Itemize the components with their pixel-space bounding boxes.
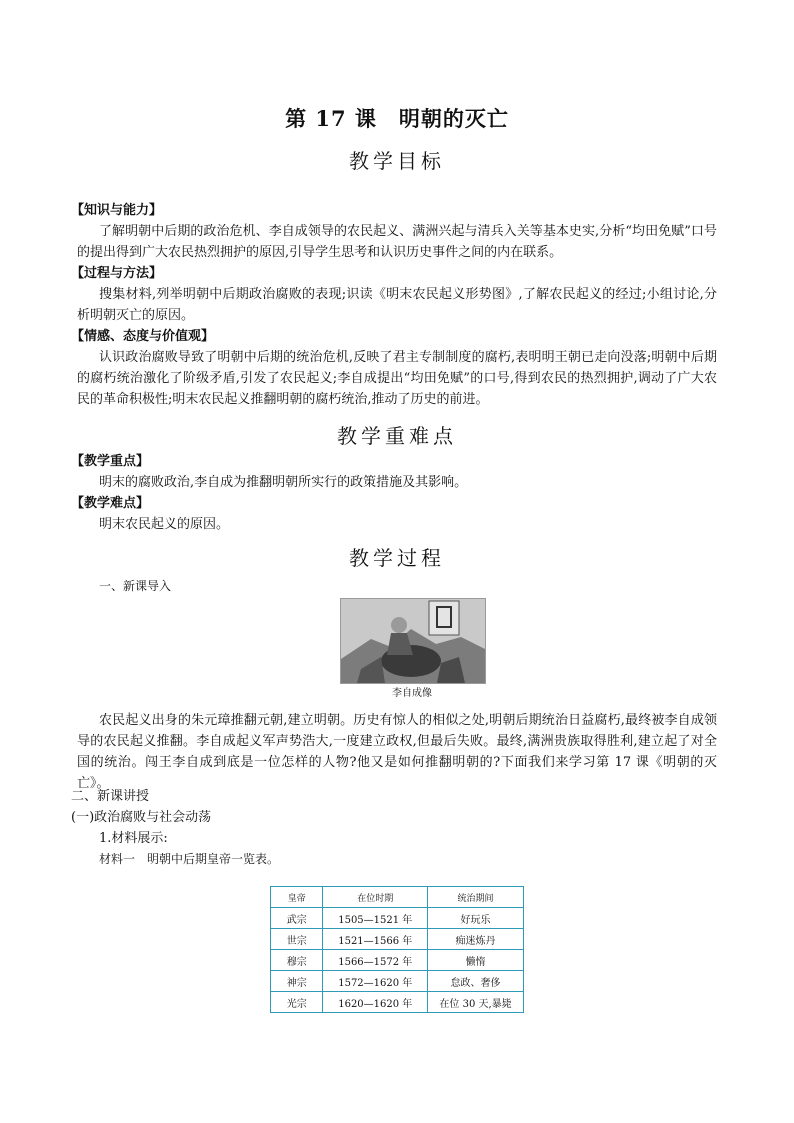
material-one: 材料一 明朝中后期皇帝一览表。 [99,852,280,866]
material-show: 1.材料展示: [99,831,168,846]
table-row [271,971,524,992]
intro-block [77,710,717,794]
emperor-table [270,886,524,1013]
keypoints-heading: 教学重难点 [337,424,457,448]
table-row [271,929,524,950]
table-cell: 1505—1521 年 [323,908,428,929]
difficulty-text: 明末农民起义的原因。 [99,517,230,532]
knowledge-label: 【知识与能力】 [71,203,163,218]
table-cell: 痴迷炼丹 [428,929,524,950]
table-cell: 1521—1566 年 [323,929,428,950]
emotion-label: 【情感、态度与价值观】 [71,329,215,344]
lecture-heading: 二、新课讲授 [71,789,150,804]
table-cell: 好玩乐 [428,908,524,929]
goals-block [71,200,717,410]
table-cell: 穆宗 [271,950,323,971]
keypoints-block [71,451,717,535]
intro-heading-block [77,576,717,597]
difficulty-label: 【教学难点】 [71,496,150,511]
table-cell: 1566—1572 年 [323,950,428,971]
focus-label: 【教学重点】 [71,454,150,469]
portrait-illustration [341,599,485,683]
table-cell: 在位 30 天,暴毙 [428,992,524,1013]
subsection-heading: (一)政治腐败与社会动荡 [71,810,212,825]
goals-heading: 教学目标 [349,149,445,173]
table-row [271,992,524,1013]
table-header-cell: 皇帝 [271,887,323,908]
table-header-cell: 统治期间 [428,887,524,908]
li-zicheng-portrait [340,598,486,684]
process-method-text: 搜集材料,列举明朝中后期政治腐败的表现;识读《明末农民起义形势图》,了解农民起义的经过;小组讨论,分析明朝灭亡的原因。 [77,287,717,323]
table-cell: 世宗 [271,929,323,950]
lecture-block [71,786,717,870]
process-method-label: 【过程与方法】 [71,266,163,281]
table-cell: 1572—1620 年 [323,971,428,992]
table-header-row [271,887,524,908]
table-cell: 神宗 [271,971,323,992]
focus-text: 明末的腐败政治,李自成为推翻明朝所实行的政策措施及其影响。 [99,475,468,490]
table-cell: 懒惰 [428,950,524,971]
process-heading: 教学过程 [349,546,445,570]
table-cell: 1620—1620 年 [323,992,428,1013]
emotion-text: 认识政治腐败导致了明朝中后期的统治危机,反映了君主专制制度的腐朽,表明明王朝已走向没落;明朝中后期的腐朽统治激化了阶级矛盾,引发了农民起义;李自成提出“均田免赋”的口号,得到农民的热烈拥护,调动了广大农民的革命积极性;明末农民起义推翻明朝的腐朽统治,推动了历史的前进。 [77,350,717,407]
table-cell: 武宗 [271,908,323,929]
photo-caption: 李自成像 [392,688,432,699]
table-row [271,908,524,929]
page-title: 第 17 课 明朝的灭亡 [285,106,509,131]
table-header-cell: 在位时期 [323,887,428,908]
knowledge-text: 了解明朝中后期的政治危机、李自成领导的农民起义、满洲兴起与清兵入关等基本史实,分析“均田免赋”口号的提出得到广大农民热烈拥护的原因,引导学生思考和认识历史事件之间的内在联系。 [77,224,717,260]
intro-heading: 一、新课导入 [99,579,172,593]
intro-text: 农民起义出身的朱元璋推翻元朝,建立明朝。历史有惊人的相似之处,明朝后期统治日益腐朽,最终被李自成领导的农民起义推翻。李自成起义军声势浩大,一度建立政权,但最后失败。最终,满洲贵族取得胜利,建立起了对全国的统治。闯王李自成到底是一位怎样的人物?他又是如何推翻明朝的?下面我们来学习第 17 课《明朝的灭亡》。 [77,713,717,791]
table-cell: 光宗 [271,992,323,1013]
table-row [271,950,524,971]
table-cell: 怠政、奢侈 [428,971,524,992]
